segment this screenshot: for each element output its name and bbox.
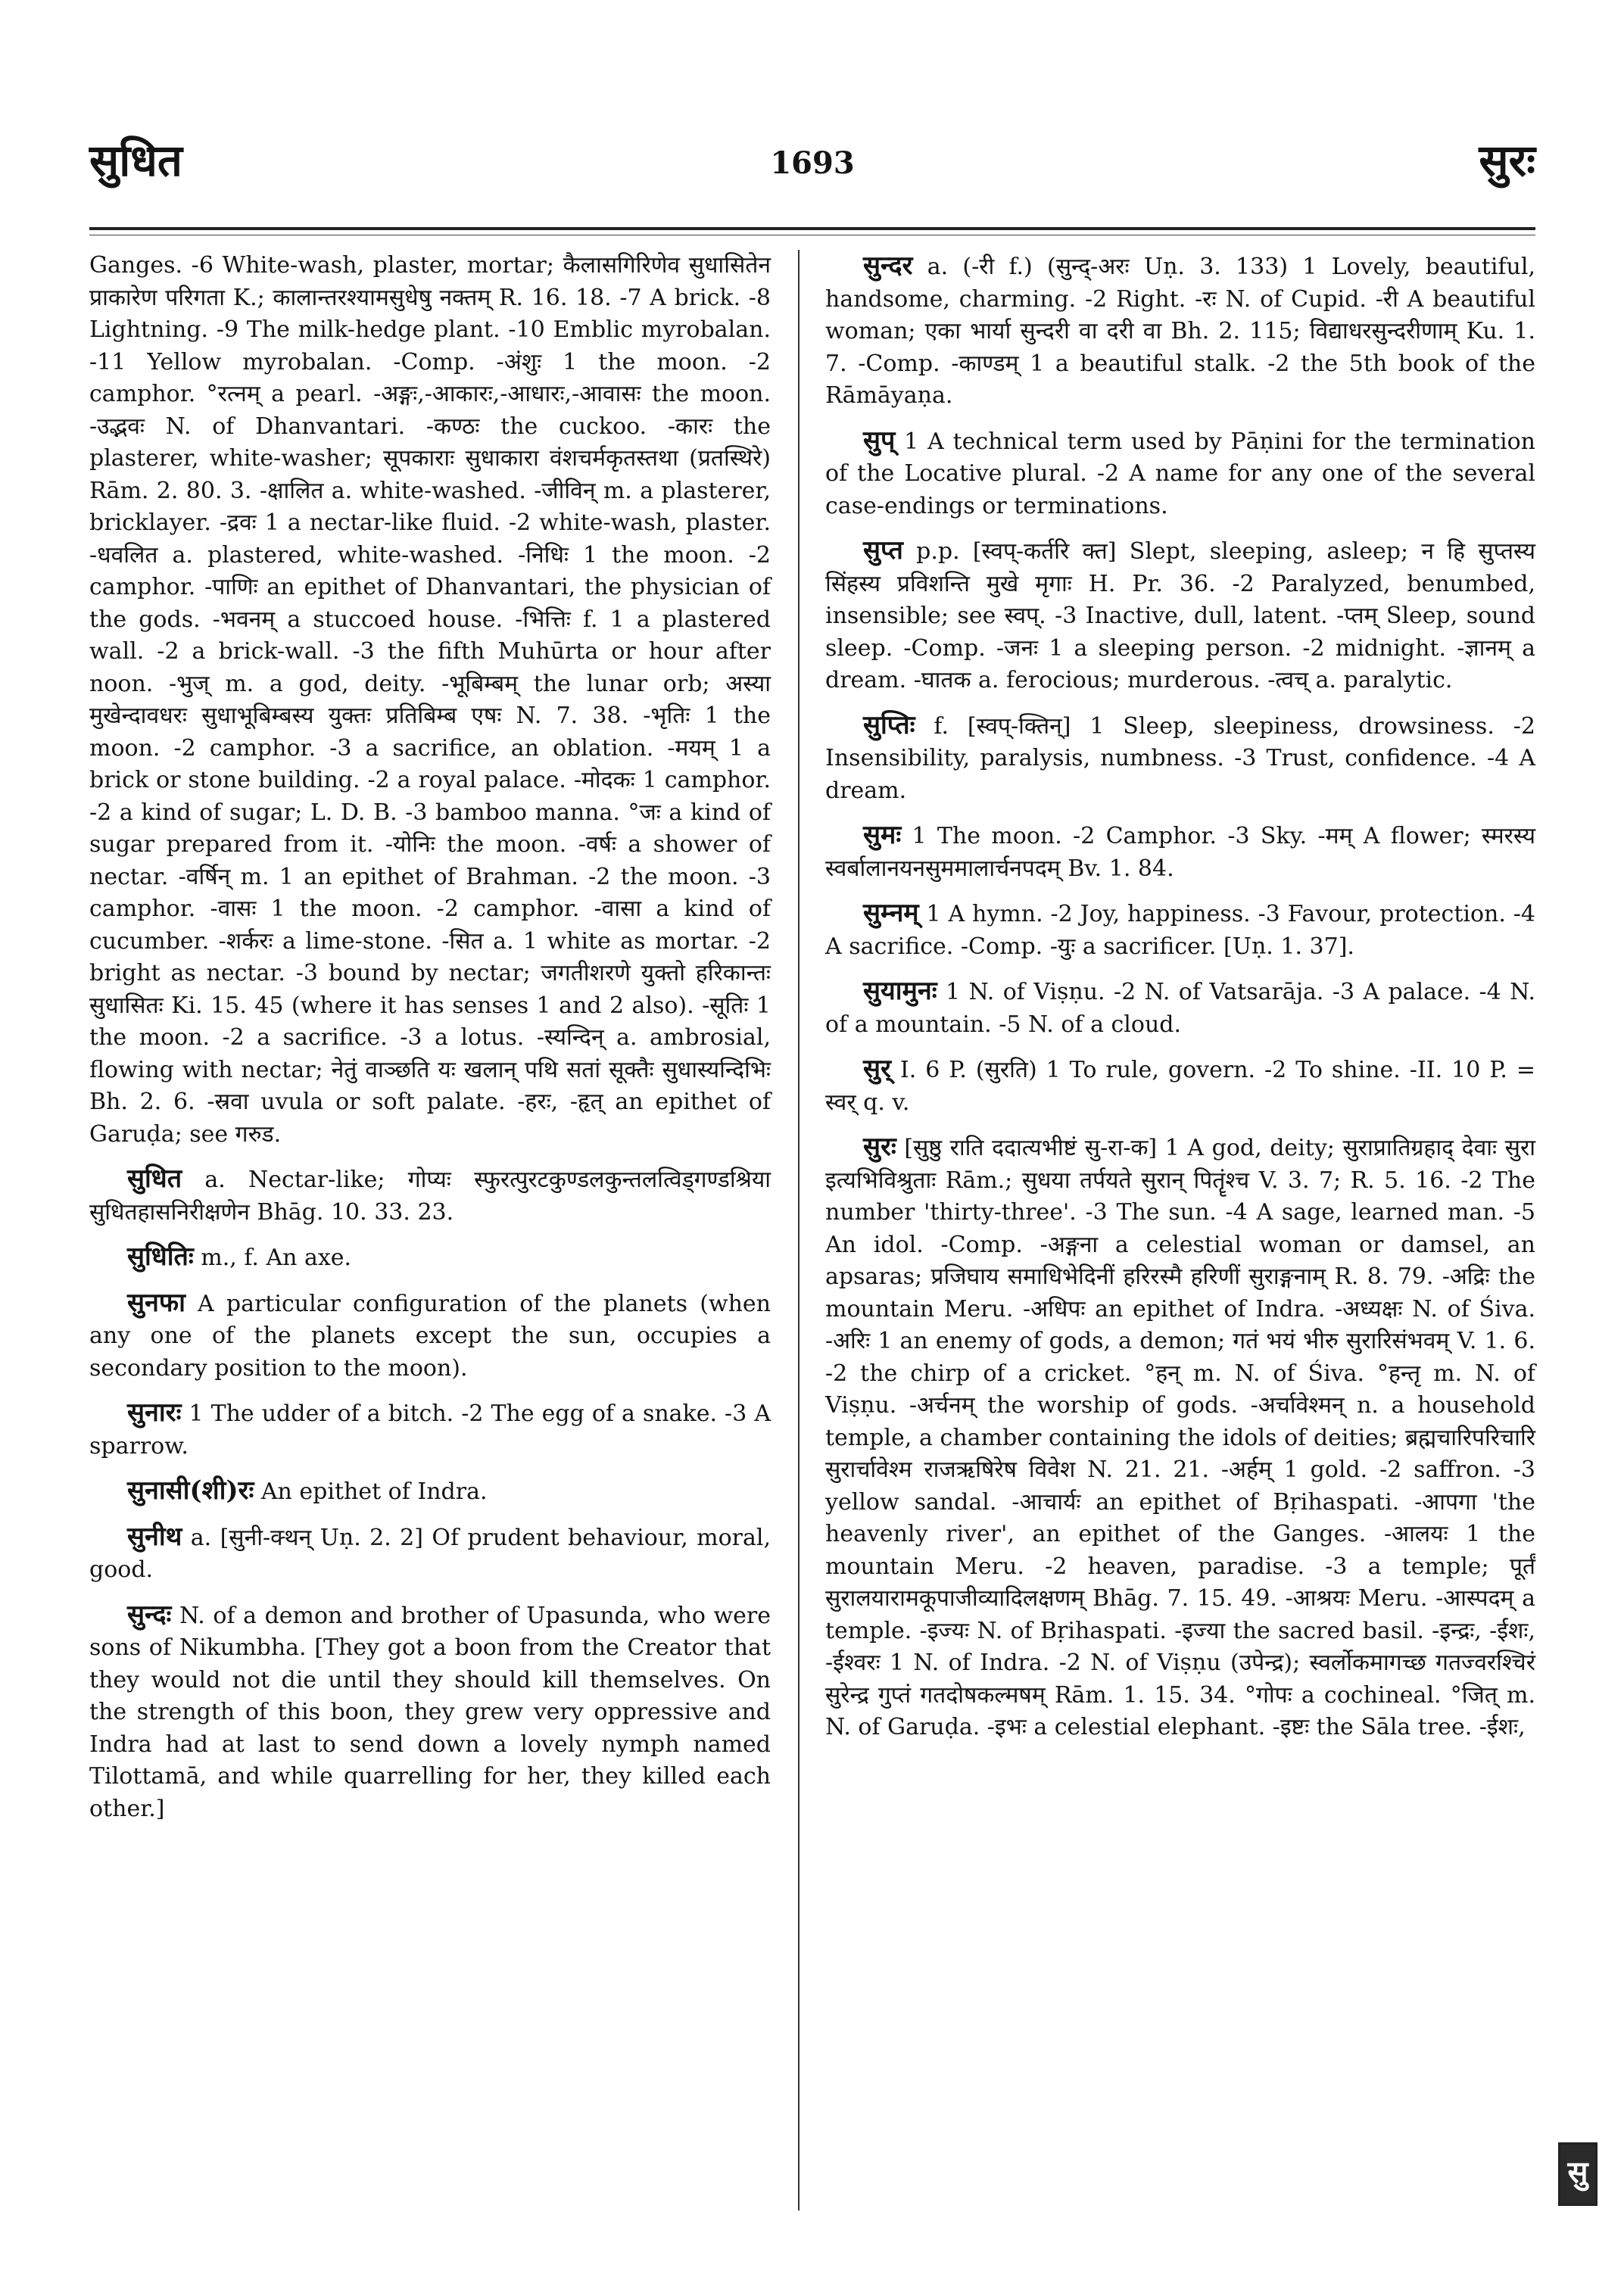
entry-definition: a. (-री f.) (सुन्द्-अरः Uṇ. 3. 133) 1 Lovely, beautiful, handsome, charming. -2 Right. -रः N. of Cupid. -री A beautiful woman; एका भार्या सुन्दरी वा दरी वा Bh. 2. 115; विद्याधरसुन्दरीणाम् Ku. 1. 7. -Comp. -काण्डम् 1 a beautiful stalk. -2 the 5th book of the Rāmāyaṇa. [825, 254, 1535, 409]
dictionary-entry [825, 897, 1535, 963]
dictionary-entry [825, 1053, 1535, 1119]
entry-headword: सुधितिः [127, 1242, 194, 1272]
right-running-headword: सुरः [1479, 135, 1535, 186]
entry-definition: 1 The udder of a bitch. -2 The egg of a snake. -3 A sparrow. [89, 1400, 771, 1460]
entry-headword: सुधित [127, 1164, 182, 1194]
header-rule [89, 227, 1535, 230]
dictionary-entry [825, 250, 1535, 413]
entry-headword: सुनफा [127, 1287, 185, 1318]
dictionary-entry [825, 425, 1535, 523]
dictionary-entry [89, 1599, 771, 1826]
entry-definition: An epithet of Indra. [254, 1478, 488, 1505]
entry-definition: 1 A technical term used by Pāṇini for the termination of the Locative plural. -2 A name for any one of the several case-endings or terminations. [825, 428, 1535, 519]
page-number: 1693 [770, 145, 855, 181]
entry-headword: सुनासी(शी)रः [127, 1475, 254, 1506]
entry-definition: a. Nectar-like; गोप्यः स्फुरत्पुरटकुण्डलकुन्तलत्विड्गण्डश्रिया सुधितहासनिरीक्षणेन Bhāg. 10. 33. 23. [89, 1167, 771, 1226]
dictionary-entry [825, 819, 1535, 885]
entry-definition: Ganges. -6 White-wash, plaster, mortar; कैलासगिरिणेव सुधासितेन प्राकारेण परिगता K.; कालान्तरश्यामसुधेषु नक्तम् R. 16. 18. -7 A brick. -8 Lightning. -9 The milk-hedge plant. -10 Emblic myrobalan. -11 Yellow myrobalan. -Comp. -अंशुः 1 the moon. -2 camphor. °रत्नम् a pearl. -अङ्गः,-आकारः,-आधारः,-आवासः the moon. -उद्भवः N. of Dhanvantari. -कण्ठः the cuckoo. -कारः the plasterer, white-washer; सूपकाराः सुधाकारा वंशचर्मकृतस्तथा (प्रतस्थिरे) Rām. 2. 80. 3. -क्षालित a. white-washed. -जीविन् m. a plasterer, bricklayer. -द्रवः 1 a nectar-like fluid. -2 white-wash, plaster. -धवलित a. plastered, white-washed. -निधिः 1 the moon. -2 camphor. -पाणिः an epithet of Dhanvantari, the physician of the gods. -भवनम् a stuccoed house. -भित्तिः f. 1 a plastered wall. -2 a brick-wall. -3 the fifth Muhūrta or hour after noon. -भुज् m. a god, deity. -भूबिम्बम् the lunar orb; अस्या मुखेन्दावधरः सुधाभूबिम्बस्य युक्तः प्रतिबिम्ब एषः N. 7. 38. -भृतिः 1 the moon. -2 camphor. -3 a sacrifice, an oblation. -मयम् 1 a brick or stone building. -2 a royal palace. -मोदकः 1 camphor. -2 a kind of sugar; L. D. B. -3 bamboo manna. °जः a kind of sugar prepared from it. -योनिः the moon. -वर्षः a shower of nectar. -वर्षिन् m. 1 an epithet of Brahman. -2 the moon. -3 camphor. -वासः 1 the moon. -2 camphor. -वासा a kind of cucumber. -शर्करः a lime-stone. -सित a. 1 white as mortar. -2 bright as nectar. -3 bound by nectar; जगतीशरणे युक्तो हरिकान्तः सुधासितः Ki. 15. 45 (where it has senses 1 and 2 also). -सूतिः 1 the moon. -2 a sacrifice. -3 a lotus. -स्यन्दिन् a. ambrosial, flowing with nectar; नेतुं वाञ्छति यः खलान् पथि सतां सूक्तैः सुधास्यन्दिभिः Bh. 2. 6. -स्रवा uvula or soft palate. -हरः, -हृत् an epithet of Garuḍa; see गरुड. [89, 252, 771, 1148]
left-running-headword: सुधित [89, 135, 182, 186]
entry-headword: सुमः [863, 820, 902, 850]
page-header [89, 129, 1535, 220]
left-column [89, 250, 771, 1837]
entry-headword: सुन्दर [863, 251, 913, 281]
entry-definition: A particular configuration of the planets (when any one of the planets except the sun, occupies a secondary position to the moon). [89, 1290, 771, 1382]
entry-definition: f. [स्वप्-क्तिन्] 1 Sleep, sleepiness, drowsiness. -2 Insensibility, paralysis, numbness. -3 Trust, confidence. -4 A dream. [825, 712, 1535, 804]
entry-headword: सुन्दः [127, 1599, 172, 1630]
entry-headword: सुप्त [863, 535, 903, 565]
entry-definition: m., f. An axe. [193, 1245, 352, 1271]
column-divider [798, 250, 800, 2210]
entry-definition: a. [सुनी-क्थन् Uṇ. 2. 2] Of prudent behaviour, moral, good. [89, 1524, 771, 1583]
entry-definition: p.p. [स्वप्-कर्तरि क्त] Slept, sleeping, asleep; न हि सुप्तस्य सिंहस्य प्रविशन्ति मुखे मृगाः H. Pr. 36. -2 Paralyzed, benumbed, insensible; see स्वप्. -3 Inactive, dull, latent. -प्तम् Sleep, sound sleep. -Comp. -जनः 1 a sleeping person. -2 midnight. -ज्ञानम् a dream. -घातक a. ferocious; murderous. -त्वच् a. paralytic. [825, 538, 1535, 693]
dictionary-entry [825, 534, 1535, 697]
dictionary-entry [89, 1287, 771, 1385]
entry-headword: सुम्नम् [863, 898, 919, 928]
dictionary-entry [89, 1241, 771, 1275]
dictionary-entry [825, 1131, 1535, 1744]
right-column [825, 250, 1535, 1756]
entry-headword: सुप्तिः [863, 709, 915, 740]
entry-headword: सुप् [863, 425, 896, 456]
entry-headword: सुनारः [127, 1397, 182, 1428]
dictionary-entry [89, 1397, 771, 1463]
entry-headword: सुर् [863, 1054, 891, 1084]
dictionary-entry [89, 250, 771, 1151]
entry-definition: 1 N. of Viṣṇu. -2 N. of Vatsarāja. -3 A palace. -4 N. of a mountain. -5 N. of a cloud. [825, 979, 1535, 1038]
dictionary-entry [825, 975, 1535, 1041]
entry-headword: सुरः [863, 1132, 896, 1162]
dictionary-entry [89, 1163, 771, 1229]
dictionary-entry [89, 1475, 771, 1509]
dictionary-entry [89, 1521, 771, 1587]
entry-definition: 1 A hymn. -2 Joy, happiness. -3 Favour, protection. -4 A sacrifice. -Comp. -युः a sacrificer. [Uṇ. 1. 37]. [825, 901, 1535, 960]
entry-definition: I. 6 P. (सुरति) 1 To rule, govern. -2 To shine. -II. 10 P. = स्वर् q. v. [825, 1057, 1535, 1116]
entry-definition: 1 The moon. -2 Camphor. -3 Sky. -मम् A flower; स्मरस्य स्वर्बालानयनसुममालार्चनपदम् Bv. 1. 84. [825, 823, 1535, 882]
dictionary-entry [825, 709, 1535, 808]
entry-headword: सुयामुनः [863, 976, 937, 1006]
entry-definition: [सुष्ठु राति ददात्यभीष्टं सु-रा-क] 1 A god, deity; सुराप्रातिग्रहाद् देवाः सुरा इत्यभिविश्रुताः Rām.; सुधया तर्पयते सुरान् पितॄंश्च V. 3. 7; R. 5. 16. -2 The number 'thirty-three'. -3 The sun. -4 A sage, learned man. -5 An idol. -Comp. -अङ्गना a celestial woman or damsel, an apsaras; प्रजिघाय समाधिभेदिनीं हरिरस्मै हरिणीं सुराङ्गनाम् R. 8. 79. -अद्रिः the mountain Meru. -अधिपः an epithet of Indra. -अध्यक्षः N. of Śiva. -अरिः 1 an enemy of gods, a demon; गतं भयं भीरु सुरारिसंभवम् V. 1. 6. -2 the chirp of a cricket. °हन् m. N. of Śiva. °हन्तृ m. N. of Viṣṇu. -अर्चनम् the worship of gods. -अर्चावेश्मन् n. a household temple, a chamber containing the idols of deities; ब्रह्मचारिपरिचारि सुरार्चावेश्म राजऋषिरेष विवेश N. 21. 21. -अर्हम् 1 gold. -2 saffron. -3 yellow sandal. -आचार्यः an epithet of Bṛihaspati. -आपगा 'the heavenly river', an epithet of the Ganges. -आलयः 1 the mountain Meru. -2 heaven, paradise. -3 a temple; पूर्तं सुरालयारामकूपाजीव्यादिलक्षणम् Bhāg. 7. 15. 49. -आश्रयः Meru. -आस्पदम् a temple. -इज्यः N. of Bṛihaspati. -इज्या the sacred basil. -इन्द्रः, -ईशः, -ईश्वरः 1 N. of Indra. -2 N. of Viṣṇu (उपेन्द्र); स्वर्लोकमागच्छ गतज्वरश्चिरं सुरेन्द्र गुप्तं गतदोषकल्मषम् Rām. 1. 15. 34. °गोपः a cochineal. °जित् m. N. of Garuḍa. -इभः a celestial elephant. -इष्टः the Sāla tree. -ईशः, [825, 1135, 1535, 1740]
entry-definition: N. of a demon and brother of Upasunda, who were sons of Nikumbha. [They got a boon from the Creator that they would not die until they should kill themselves. On the strength of this boon, they grew very oppressive and Indra had at last to send down a lovely nymph named Tilottamā, and while quarrelling for her, they killed each other.] [89, 1602, 771, 1822]
entry-headword: सुनीथ [127, 1521, 182, 1552]
thumb-index-tab: सु [1558, 2142, 1598, 2206]
